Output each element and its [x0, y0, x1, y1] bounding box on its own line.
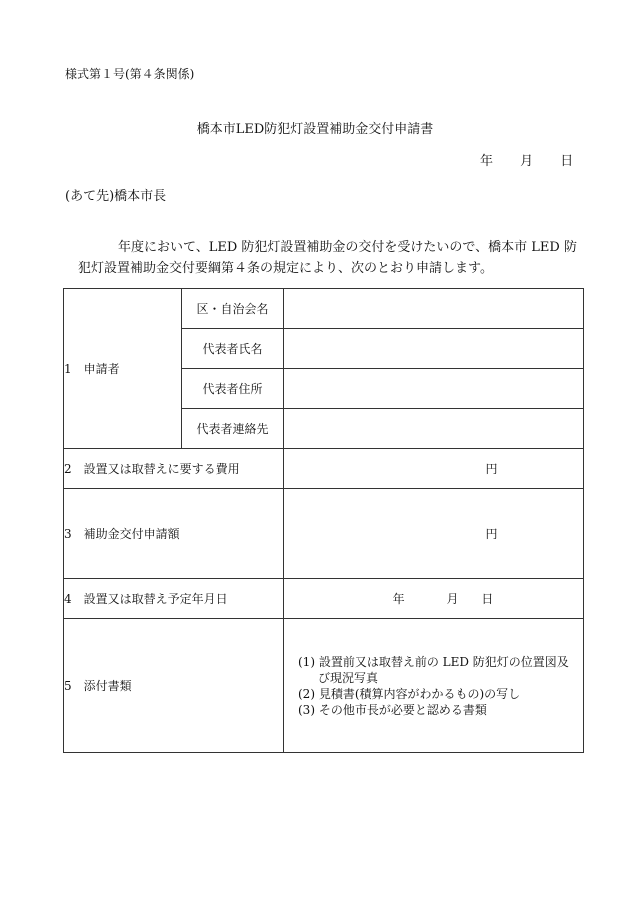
schedule-year: 年 [392, 592, 405, 606]
date-month: 月 [520, 154, 534, 169]
subsidy-field[interactable] [284, 489, 584, 579]
attachment-item [298, 702, 583, 718]
attachment-2-line-1: (2) 見積書(積算内容がわかるもの)の写し [298, 686, 521, 701]
cost-label: 2 設置又は取替えに要する費用 [64, 449, 284, 489]
attachment-item [298, 654, 583, 686]
schedule-day: 日 [481, 592, 494, 606]
attachments-row [64, 619, 584, 753]
attachment-3-line-1: (3) その他市長が必要と認める書類 [298, 702, 487, 717]
representative-contact-label: 代表者連絡先 [182, 409, 284, 449]
cost-row [64, 449, 584, 489]
subsidy-label: 3 補助金交付申請額 [64, 489, 284, 579]
intro-line-1: 年度において、LED 防犯灯設置補助金の交付を受けたいので、橋本市 LED 防 [118, 240, 577, 255]
subsidy-unit: 円 [485, 527, 498, 541]
applicant-label: 1 申請者 [64, 289, 182, 449]
representative-address-field[interactable] [284, 369, 584, 409]
date-day: 日 [560, 154, 574, 169]
intro-line-2: 犯灯設置補助金交付要綱第４条の規定により、次のとおり申請します。 [78, 261, 493, 276]
date-year: 年 [480, 154, 494, 169]
attachment-1-line-1: (1) 設置前又は取替え前の LED 防犯灯の位置図及 [298, 654, 569, 669]
attachment-item [298, 686, 583, 702]
district-label: 区・自治会名 [182, 289, 284, 329]
application-table [63, 288, 584, 753]
schedule-month: 月 [446, 592, 459, 606]
attachment-1-line-2: び現況写真 [318, 670, 379, 685]
cost-unit: 円 [485, 462, 498, 476]
district-field[interactable] [284, 289, 584, 329]
schedule-row [64, 579, 584, 619]
document-title: 橋本市LED防犯灯設置補助金交付申請書 [196, 122, 434, 137]
subsidy-row [64, 489, 584, 579]
intro-text [78, 237, 588, 279]
representative-contact-field[interactable] [284, 409, 584, 449]
schedule-date-field[interactable] [284, 579, 584, 619]
attachments-list-cell [284, 619, 584, 753]
addressee: (あて先)橋本市長 [65, 189, 167, 204]
cost-field[interactable] [284, 449, 584, 489]
representative-name-label: 代表者氏名 [182, 329, 284, 369]
application-date [480, 150, 573, 169]
schedule-label: 4 設置又は取替え予定年月日 [64, 579, 284, 619]
representative-name-field[interactable] [284, 329, 584, 369]
representative-address-label: 代表者住所 [182, 369, 284, 409]
attachments-label: 5 添付書類 [64, 619, 284, 753]
form-number: 様式第１号(第４条関係) [65, 67, 195, 81]
applicant-row-1 [64, 289, 584, 329]
attachments-list [284, 654, 583, 718]
